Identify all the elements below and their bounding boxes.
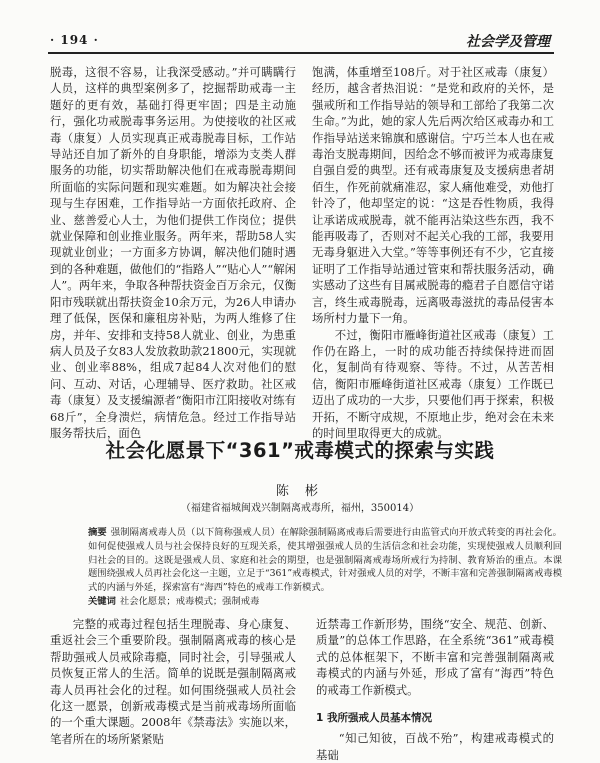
article-author: 陈 彬 — [275, 484, 325, 499]
abstract — [88, 526, 562, 595]
section-heading: 1 我所强戒人员基本情况 — [316, 712, 432, 725]
abstract-block — [88, 526, 562, 609]
running-header — [0, 30, 600, 54]
upper-right-paragraph-2: 不过，衡阳市雁峰街道社区戒毒（康复）工作仍在路上，一时的成功能否持续保持进而固化，复制尚有待观察、等待。不过，从苦苦相信，衡阳市雁峰街道社区戒毒（康复）工作既已迈出了成功的一大步，只要他们再于探索，积极开拓，不断守成规，不原地止步，绝对会在未来的时间里取得更大的成就。 — [312, 327, 554, 440]
body-right-column — [316, 616, 554, 763]
abstract-label: 摘要 — [88, 527, 107, 538]
upper-right-column — [312, 64, 554, 441]
upper-right-paragraph-1: 饱满，体重增至108斤。对于社区戒毒（康复）经历，越含者热泪说：“是党和政府的关怀，是强戒所和工作指导站的领导和工部给了我第二次生命。”为此，她的家人先后两次给区戒毒办和工作指导站送来锦旗和感谢信。宁巧兰本人也在戒毒治支脱毒期间，因给念不够而被评为戒毒康复自强自爱的典型。还有戒毒康复及支援病患者胡佰生，作死前就痛准忍，家人痛他难受，劝他打针冷了，他却坚定的说：“这是吞性物质，我得让承诺成戒脱毒，就不能再沾染这些东西，我不能再吸毒了，否则对不起关心我的工部，我要用无毒身躯进入大堂。”等等事例还有不少，它直接证明了工作指导站通过管束和帮扶服务活动，确实感动了这些有目属戒脱毒的瘾君子自愿信守诺言，终生戒毒脱毒，远离吸毒滋扰的毒品侵害本场所村力量下一角。 — [312, 65, 554, 326]
journal-name: 社会学及管理 — [466, 34, 550, 50]
keywords-label: 关键词 — [88, 595, 116, 607]
body-left-paragraph: 完整的戒毒过程包括生理脱毒、身心康复、重返社会三个重要阶段。强制隔离戒毒的核心是帮助强戒人员戒除毒瘾，同时社会，引导强戒人员恢复正常人的生活。简单的说既是强制隔离戒毒人员再社会化的过程。如何围绕强戒人员社会化这一愿景，创新戒毒模式是当前戒毒场所面临的一个重大课题。2008年《禁毒法》实施以来，笔者所在的场所紧紧贴 — [50, 617, 296, 746]
abstract-text: 强制隔离戒毒人员（以下简称强戒人员）在解除强制隔离戒毒后需要进行由监管式向开放式转变的再社会化。如何促使强戒人员与社会保持良好的互现关系，使其增强强戒人员的生活信念和社会功能，实现使强戒人员顺利回归社会的目的。这既是强戒人员、家庭和社会的期望，也是强制隔离戒毒场所戒行为持制、教育矫治的重点。本课题围绕强戒人员再社会化这一主题，立足于“361”戒毒模式，针对强戒人员的对学，不断丰富和完善强制隔离戒毒模式的内涵与外延，探索富有“海西”特色的戒毒工作新模式。 — [88, 527, 562, 594]
keywords-text: 社会化愿景；戒毒模式；强制戒毒 — [119, 595, 260, 607]
author-affiliation: （福建省福城闽戏兴制隔离戒毒所，福州，350014） — [180, 503, 420, 514]
page-number: · 194 · — [50, 33, 99, 47]
upper-left-paragraph: 脱毒，这很不容易，让我深受感动。”并可瞒瞒行人员，这样的典型案例多了，挖掘帮助戒毒一主题好的更有效，基础打得更牢固；四是主动施行，强化功戒脱毒事务运用。为使接收的社区戒毒（康复）人员实现真正戒毒脱毒目标，工作站导站还自加了新外的自身职能，增添为支类人群服务的功能，切实帮助解决他们在戒毒脱毒期间所面临的实际问题和现实难题。如为解决社会接现与生存困难，工作指导站一方面依托政府、企业、慈善爱心人士，为他们提供工作岗位；提供就业保障和创业推业服务。两年来，帮助58人实现就业创业；一方面多方协调，解决他们随时遇到的各种难题，做他们的“指路人”“贴心人”“解闲人”。两年来，争取各种帮扶资金百万余元，仅衡阳市残联就出帮扶资金10余万元，为26人申请办理了低保，医保和廉租房补贴，为两人维修了住房，并年、安排和支持58人就业、创业，为患重病人员及子女83人发放救助款21800元，实现就业、创业率88%，组成7起84人次对他们的慰问、互动、对话，心理辅导、医疗救助。社区戒毒（康复）及支援编源者“衡阳市江阳接收对练有68斤”，全身溃烂，病情危急。经过工作指导站服务帮扶后，面色 — [50, 65, 296, 440]
keywords — [88, 595, 562, 609]
article-title: 社会化愿景下“361”戒毒模式的探索与实践 — [105, 439, 495, 462]
header-rule — [48, 52, 554, 54]
body-right-paragraph: 近禁毒工作新形势，围绕“安全、规范、创新、质量”的总体工作思路，在全系统“361”戒毒模式的总体框架下，不断丰富和完善强制隔离戒毒模式的内涵与外延，形成了富有“海西”特色的戒毒工作新模式。 — [316, 617, 554, 697]
section-paragraph: “知己知彼，百战不殆”，构建戒毒模式的基础 — [316, 731, 554, 762]
body-left-column — [50, 616, 296, 747]
upper-left-column — [50, 64, 296, 441]
